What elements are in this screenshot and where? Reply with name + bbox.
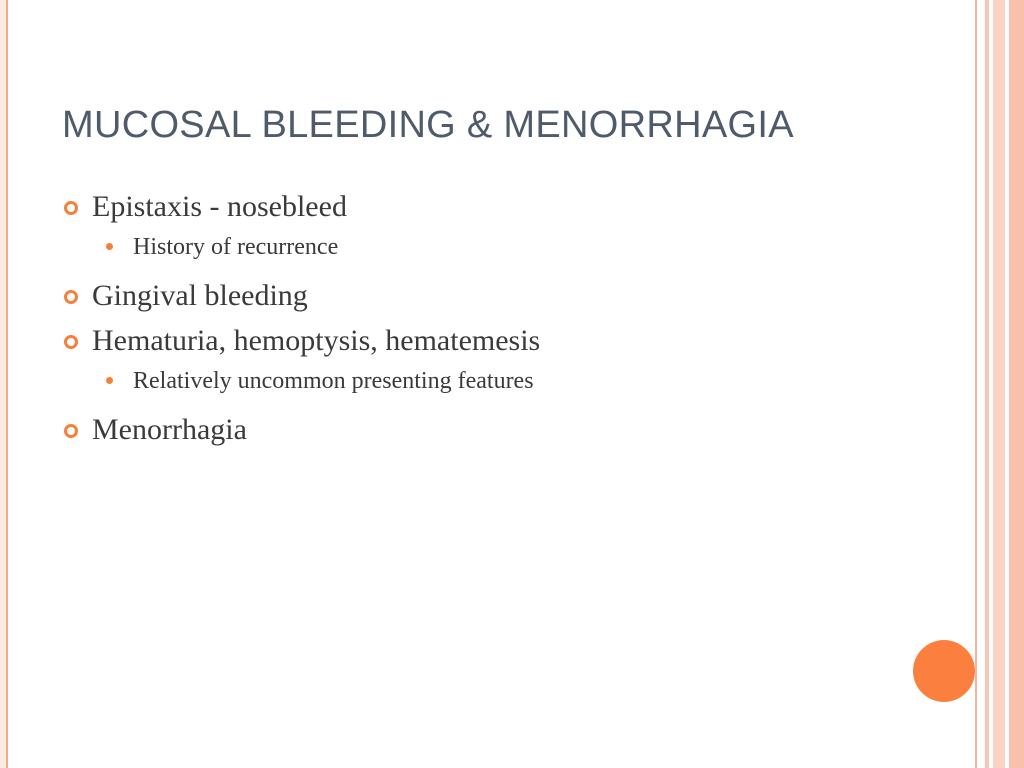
- bullet-text: Hematuria, hemoptysis, hematemesis: [92, 324, 541, 357]
- dot-bullet-icon: [106, 377, 113, 384]
- bullet-list: [62, 186, 942, 454]
- sub-bullet-item: [62, 231, 942, 275]
- bullet-item: [62, 320, 942, 365]
- stripe: [985, 0, 989, 768]
- stripe: [975, 0, 977, 768]
- ring-bullet-icon: [64, 290, 78, 304]
- bullet-item: [62, 186, 942, 231]
- ring-bullet-icon: [64, 424, 78, 438]
- sub-bullet-text: Relatively uncommon presenting features: [133, 368, 534, 394]
- stripe: [993, 0, 1005, 768]
- stripe: [1009, 0, 1024, 768]
- sub-bullet-item: [62, 365, 942, 409]
- bullet-text: Menorrhagia: [92, 413, 247, 446]
- sub-bullet-text: History of recurrence: [133, 234, 339, 260]
- ring-bullet-icon: [64, 201, 78, 215]
- bullet-text: Epistaxis - nosebleed: [92, 190, 347, 223]
- bullet-item: [62, 409, 942, 454]
- slide-title: MUCOSAL BLEEDING & MENORRHAGIA: [62, 104, 794, 146]
- bullet-text: Gingival bleeding: [92, 279, 308, 312]
- right-stripes-decoration: [975, 0, 1024, 768]
- left-border-decoration: [0, 0, 8, 768]
- decorative-circle: [913, 640, 975, 702]
- ring-bullet-icon: [64, 335, 78, 349]
- bullet-item: [62, 275, 942, 320]
- dot-bullet-icon: [106, 243, 113, 250]
